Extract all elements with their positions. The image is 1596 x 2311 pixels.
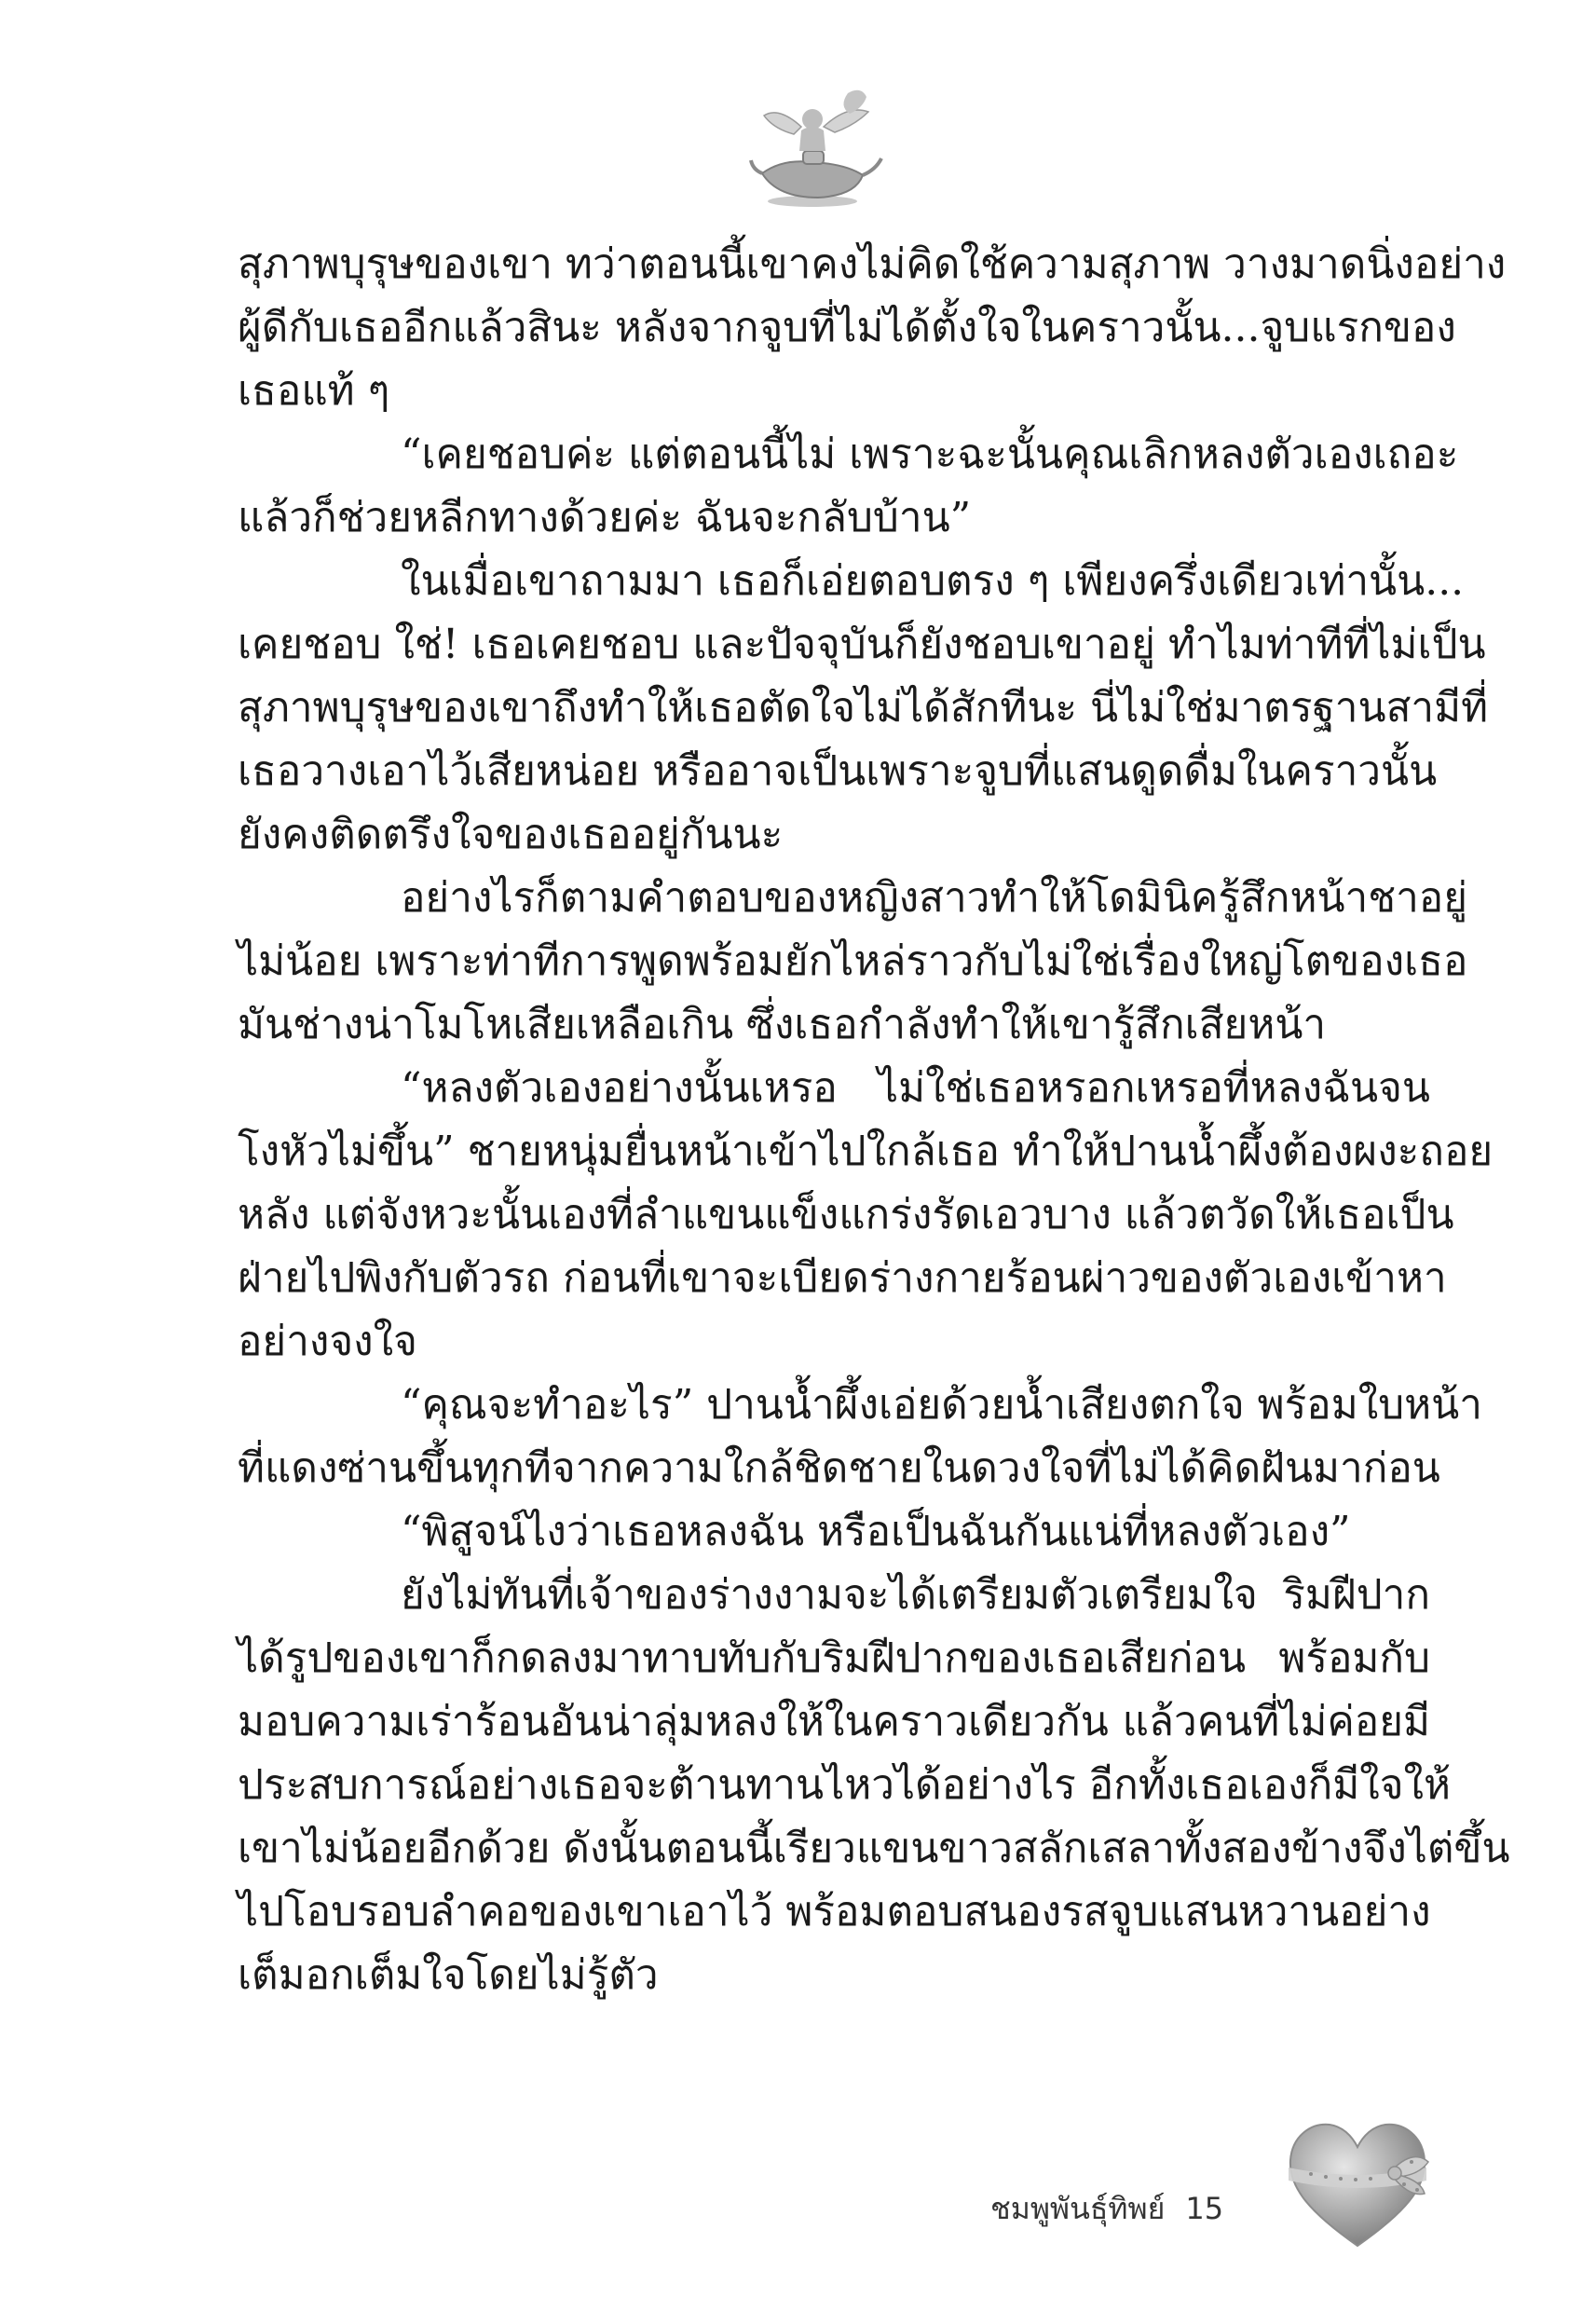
- text-line: เขาไม่น้อยอีกด้วย ดังนั้นตอนนี้เรียวแขนขาวสลักเสลาทั้งสองข้างจึงไต่ขึ้น: [238, 1825, 1510, 1872]
- text-line: อย่างไรก็ตามคำตอบของหญิงสาวทำให้โดมินิครู้สึกหน้าชาอยู่: [401, 874, 1468, 922]
- body-text: [238, 233, 1510, 2007]
- text-line: มันช่างน่าโมโหเสียเหลือเกิน ซึ่งเธอกำลังทำให้เขารู้สึกเสียหน้า: [238, 1001, 1327, 1048]
- text-line: มอบความเร่าร้อนอันน่าลุ่มหลงให้ในคราวเดียวกัน แล้วคนที่ไม่ค่อยมี: [238, 1698, 1430, 1745]
- text-line: ประสบการณ์อย่างเธอจะต้านทานไหวได้อย่างไร อีกทั้งเธอเองก็มีใจให้: [238, 1761, 1451, 1809]
- text-line: “เคยชอบค่ะ แต่ตอนนี้ไม่ เพราะฉะนั้นคุณเลิกหลงตัวเองเถอะ: [401, 431, 1459, 478]
- text-line: “พิสูจน์ไงว่าเธอหลงฉัน หรือเป็นฉันกันแน่ที่หลงตัวเอง”: [401, 1508, 1351, 1555]
- book-title: ชมพูพันธุ์ทิพย์: [990, 2191, 1166, 2226]
- text-line: เต็มอกเต็มใจโดยไม่รู้ตัว: [238, 1951, 659, 1999]
- text-line: ยังไม่ทันที่เจ้าของร่างงามจะได้เตรียมตัวเตรียมใจ ริมฝีปาก: [401, 1571, 1430, 1619]
- text-line: ผู้ดีกับเธออีกแล้วสินะ หลังจากจูบที่ไม่ได้ตั้งใจในคราวนั้น...จูบแรกของ: [238, 304, 1456, 351]
- page-number: 15: [1185, 2191, 1224, 2226]
- text-line: ฝ่ายไปพิงกับตัวรถ ก่อนที่เขาจะเบียดร่างกายร้อนผ่าวของตัวเองเข้าหา: [238, 1254, 1447, 1302]
- page-footer: [990, 2185, 1223, 2233]
- lamp-with-cupid-icon: [745, 86, 885, 216]
- text-line: โงหัวไม่ขึ้น” ชายหนุ่มยื่นหน้าเข้าไปใกล้เธอ ทำให้ปานน้ำผึ้งต้องผงะถอย: [238, 1128, 1494, 1175]
- text-line: แล้วก็ช่วยหลีกทางด้วยค่ะ ฉันจะกลับบ้าน”: [238, 494, 972, 541]
- text-line: “หลงตัวเองอย่างนั้นเหรอ ไม่ใช่เธอหรอกเหรอที่หลงฉันจน: [401, 1064, 1430, 1112]
- text-line: สุภาพบุรุษของเขา ทว่าตอนนี้เขาคงไม่คิดใช้ความสุภาพ วางมาดนิ่งอย่าง: [238, 240, 1507, 288]
- heart-with-bow-icon: [1283, 2115, 1432, 2255]
- text-line: ได้รูปของเขาก็กดลงมาทาบทับกับริมฝีปากของเธอเสียก่อน พร้อมกับ: [238, 1634, 1430, 1682]
- text-line: เธอวางเอาไว้เสียหน่อย หรืออาจเป็นเพราะจูบที่แสนดูดดื่มในคราวนั้น: [238, 747, 1438, 795]
- text-line: เคยชอบ ใช่! เธอเคยชอบ และปัจจุบันก็ยังชอบเขาอยู่ ทำไมท่าทีที่ไม่เป็น: [238, 621, 1486, 668]
- text-line: ไปโอบรอบลำคอของเขาเอาไว้ พร้อมตอบสนองรสจูบแสนหวานอย่าง: [238, 1888, 1431, 1935]
- text-line: หลัง แต่จังหวะนั้นเองที่ลำแขนแข็งแกร่งรัดเอวบาง แล้วตวัดให้เธอเป็น: [238, 1191, 1454, 1238]
- text-line: ในเมื่อเขาถามมา เธอก็เอ่ยตอบตรง ๆ เพียงครึ่งเดียวเท่านั้น...: [401, 557, 1465, 605]
- text-line: ไม่น้อย เพราะท่าทีการพูดพร้อมยักไหล่ราวกับไม่ใช่เรื่องใหญ่โตของเธอ: [238, 937, 1468, 985]
- text-line: สุภาพบุรุษของเขาถึงทำให้เธอตัดใจไม่ได้สักทีนะ นี่ไม่ใช่มาตรฐานสามีที่: [238, 684, 1489, 732]
- text-line: “คุณจะทำอะไร” ปานน้ำผึ้งเอ่ยด้วยน้ำเสียงตกใจ พร้อมใบหน้า: [401, 1381, 1482, 1429]
- text-line: อย่างจงใจ: [238, 1318, 417, 1365]
- text-line: ยังคงติดตรึงใจของเธออยู่กันนะ: [238, 811, 784, 858]
- text-line: ที่แดงซ่านขึ้นทุกทีจากความใกล้ชิดชายในดวงใจที่ไม่ได้คิดฝันมาก่อน: [238, 1444, 1440, 1492]
- text-line: เธอแท้ ๆ: [238, 367, 390, 415]
